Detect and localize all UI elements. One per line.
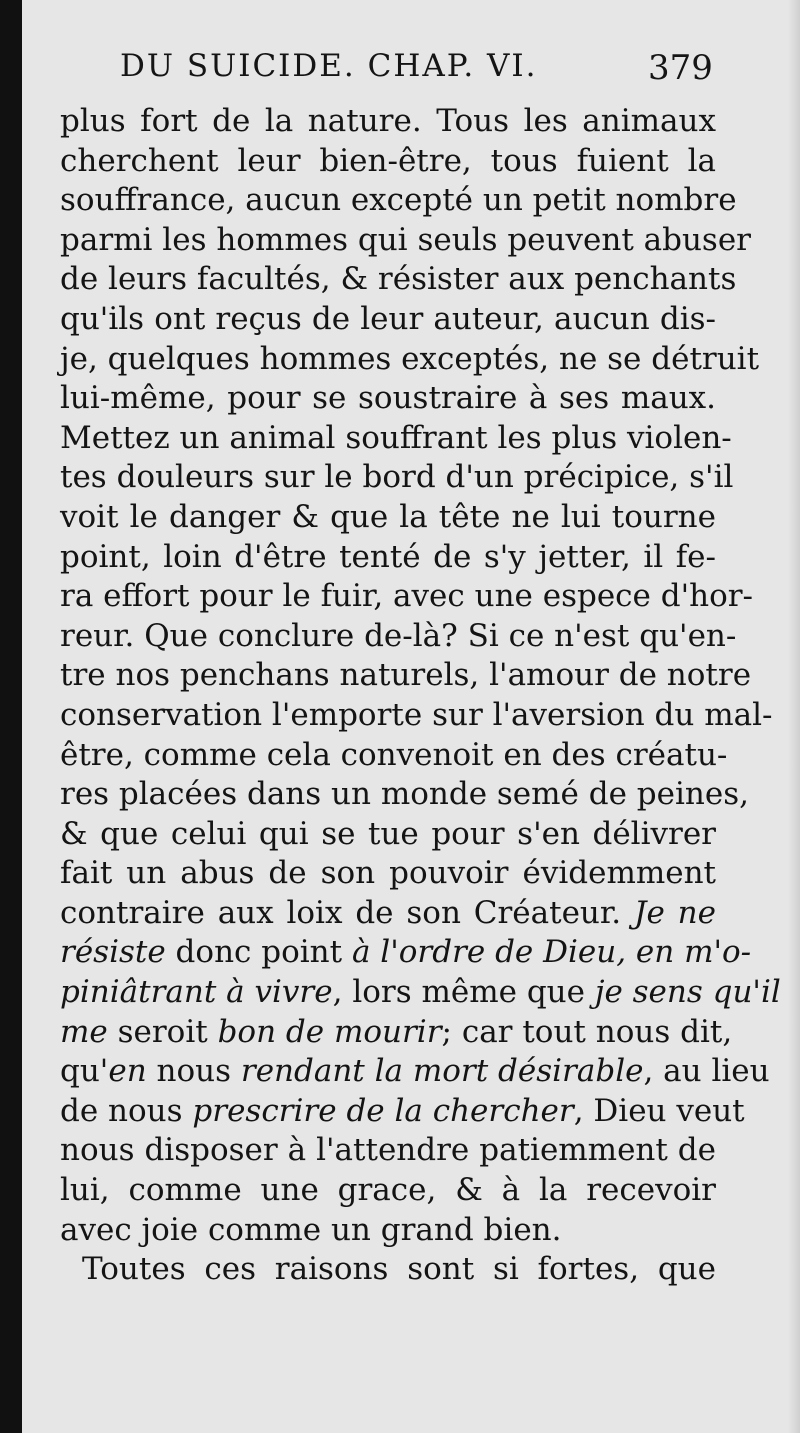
text-line [60, 1131, 716, 1171]
text-line [60, 142, 716, 182]
text-line [60, 1250, 716, 1290]
text-run: Mettez un animal souffrant les plus violen- [60, 419, 732, 456]
text-run: lui-même, pour se soustraire à ses maux. [60, 380, 716, 417]
page-number: 379 [648, 48, 713, 88]
text-run: voit le danger & que la tête ne lui tourne [60, 498, 716, 535]
text-run: nous [146, 1053, 241, 1090]
page-header [120, 44, 720, 98]
text-line [60, 933, 752, 973]
text-line [60, 1052, 770, 1092]
text-line [60, 894, 716, 934]
text-run: fait un abus de son pouvoir évidemment [60, 855, 716, 892]
text-line [60, 1092, 745, 1132]
text-line [60, 696, 773, 736]
italic-text: rendant la mort désirable [240, 1053, 644, 1090]
text-run: cherchent leur bien-être, tous fuient la [60, 142, 716, 179]
text-line [60, 181, 737, 221]
text-run: , au lieu [643, 1053, 770, 1090]
text-run: nous disposer à l'attendre patiemment de [60, 1132, 716, 1169]
running-title: DU SUICIDE. CHAP. VI. [120, 48, 538, 84]
text-run: conservation l'emporte sur l'aversion du mal- [60, 696, 773, 733]
text-run: souffrance, aucun excepté un petit nombre [60, 182, 737, 219]
page-edge [788, 0, 800, 1433]
text-run: avec joie comme un grand bien. [60, 1211, 562, 1248]
text-run: tre nos penchans naturels, l'amour de notre [60, 657, 752, 694]
text-run: ra effort pour le fuir, avec une espece d'hor- [60, 578, 754, 615]
binding-shadow [0, 0, 22, 1433]
text-line [60, 854, 716, 894]
text-run: Toutes ces raisons sont si fortes, que [82, 1251, 716, 1288]
text-line [60, 498, 716, 538]
text-line [60, 300, 716, 340]
text-line [60, 221, 751, 261]
text-run: res placées dans un monde semé de peines, [60, 776, 749, 813]
text-run: , Dieu veut [573, 1092, 745, 1129]
text-line [60, 1211, 716, 1251]
text-run: plus fort de la nature. Tous les animaux [60, 103, 716, 139]
italic-text: résiste [60, 934, 166, 971]
text-line [60, 419, 732, 459]
text-run: qu' [60, 1053, 109, 1090]
text-line [60, 379, 716, 419]
text-run: de leurs facultés, & résister aux penchants [60, 261, 737, 298]
text-run: , lors même que [332, 974, 595, 1011]
text-line [60, 1013, 733, 1053]
text-line [60, 775, 749, 815]
text-run: seroit [107, 1013, 218, 1050]
italic-text: à l'ordre de Dieu, en m'o- [351, 934, 752, 971]
text-line [60, 736, 728, 776]
italic-text: me [60, 1013, 108, 1050]
text-line [60, 1171, 716, 1211]
italic-text: Je ne [634, 894, 716, 931]
text-run: de nous [60, 1092, 193, 1129]
text-line [60, 815, 716, 855]
italic-text: je sens qu'il [594, 974, 781, 1011]
text-run: lui, comme une grace, & à la recevoir [60, 1172, 716, 1209]
body-text [60, 102, 781, 1290]
italic-text: prescrire de la chercher [192, 1092, 574, 1129]
text-line [60, 458, 734, 498]
text-run: tes douleurs sur le bord d'un précipice, s'il [60, 459, 734, 496]
text-run: reur. Que conclure de-là? Si ce n'est qu'en- [60, 617, 737, 654]
text-line [60, 577, 754, 617]
italic-text: en [108, 1053, 147, 1090]
text-run: être, comme cela convenoit en des créatu- [60, 736, 728, 773]
text-line [60, 973, 781, 1013]
text-line [60, 340, 760, 380]
text-line [60, 538, 716, 578]
text-run: je, quelques hommes exceptés, ne se détruit [60, 340, 760, 377]
text-run: qu'ils ont reçus de leur auteur, aucun dis- [60, 300, 716, 337]
text-line [60, 617, 737, 657]
text-run: parmi les hommes qui seuls peuvent abuser [60, 221, 751, 258]
text-run: point, loin d'être tenté de s'y jetter, il fe- [60, 538, 716, 575]
text-run: donc point [165, 934, 352, 971]
italic-text: piniâtrant à vivre [60, 974, 333, 1011]
text-run: ; car tout nous dit, [441, 1013, 733, 1050]
text-line [60, 260, 737, 300]
text-line [60, 656, 752, 696]
text-run: & que celui qui se tue pour s'en délivrer [60, 815, 716, 852]
text-line [60, 102, 716, 142]
italic-text: bon de mourir [217, 1013, 442, 1050]
text-run: contraire aux loix de son Créateur. [60, 894, 635, 931]
